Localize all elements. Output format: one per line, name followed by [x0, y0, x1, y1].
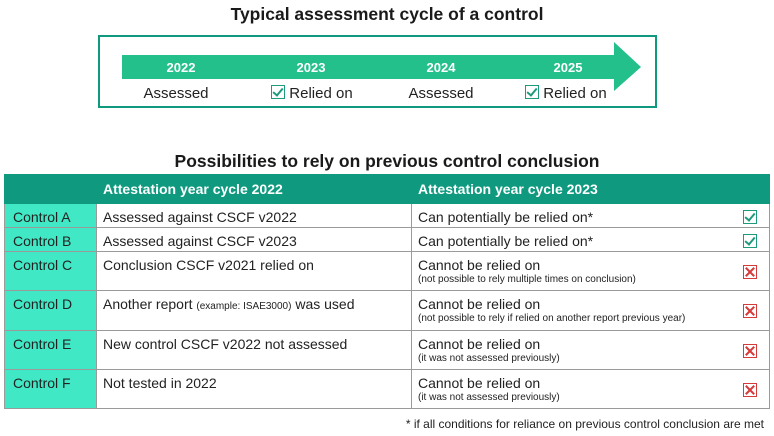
- cycle-2023-text: Can potentially be relied on*: [418, 209, 594, 225]
- year-label-2024: 2024: [426, 60, 456, 75]
- cycle-2023-note: (it was not assessed previously): [418, 392, 560, 403]
- row-control-label: Control F: [5, 370, 97, 409]
- cycle-title: Typical assessment cycle of a control: [230, 4, 544, 24]
- cross-icon: [743, 383, 757, 397]
- table-row: [5, 370, 770, 409]
- row-cycle-2023: [412, 370, 770, 409]
- table-header-row: [5, 175, 770, 204]
- row-cycle-2023: [412, 204, 770, 228]
- row-cycle-2023: [412, 331, 770, 370]
- cycle-2022-example: (example: ISAE3000): [196, 301, 292, 312]
- cross-icon: [743, 344, 757, 358]
- row-cycle-2022: [97, 228, 412, 252]
- cycle-2023-note: (not possible to rely multiple times on conclusion): [418, 274, 636, 285]
- row-cycle-2023: [412, 228, 770, 252]
- status-2024-text: Assessed: [408, 85, 474, 102]
- cycle-2023-note: (it was not assessed previously): [418, 353, 560, 364]
- checkbox-checked-icon: [271, 85, 285, 99]
- row-control-label: Control C: [5, 252, 97, 291]
- cross-icon: [743, 304, 757, 318]
- row-cycle-2022: [97, 331, 412, 370]
- status-2025: [486, 85, 646, 102]
- row-cycle-2022: [97, 370, 412, 409]
- row-cycle-2022: [97, 291, 412, 331]
- table-row: [5, 291, 770, 331]
- table-row: [5, 331, 770, 370]
- table-row: [5, 204, 770, 228]
- cycle-2023-note: (not possible to rely if relied on another report previous year): [418, 313, 686, 324]
- row-cycle-2022: [97, 204, 412, 228]
- cycle-2022-text: Not tested in 2022: [103, 375, 217, 391]
- cycle-2023-text: Can potentially be relied on*: [418, 233, 594, 249]
- status-2023-text: Relied on: [289, 85, 353, 102]
- cycle-2022-text: Assessed against CSCF v2023: [103, 233, 297, 249]
- table-row: [5, 228, 770, 252]
- check-icon: [743, 210, 757, 224]
- header-cycle-2023: Attestation year cycle 2023: [412, 175, 770, 204]
- cycle-2022-text: Assessed against CSCF v2022: [103, 209, 297, 225]
- table-title: Possibilities to rely on previous control conclusion: [174, 151, 600, 171]
- checkbox-checked-icon: [525, 85, 539, 99]
- row-cycle-2022: [97, 252, 412, 291]
- cross-icon: [743, 265, 757, 279]
- row-control-label: Control D: [5, 291, 97, 331]
- cycle-2022-text-end: was used: [291, 296, 355, 312]
- header-blank: [5, 175, 97, 204]
- cycle-2023-text: Cannot be relied on: [418, 375, 541, 391]
- reliance-table: [4, 174, 770, 409]
- status-2022-text: Assessed: [143, 85, 209, 102]
- row-control-label: Control E: [5, 331, 97, 370]
- cycle-2023-text: Cannot be relied on: [418, 257, 541, 273]
- status-2025-text: Relied on: [543, 85, 607, 102]
- row-control-label: Control A: [5, 204, 97, 228]
- cycle-2022-text: New control CSCF v2022 not assessed: [103, 336, 348, 352]
- cycle-2023-text: Cannot be relied on: [418, 296, 541, 312]
- row-control-label: Control B: [5, 228, 97, 252]
- row-cycle-2023: [412, 291, 770, 331]
- year-label-2023: 2023: [296, 60, 326, 75]
- cycle-2023-text: Cannot be relied on: [418, 336, 541, 352]
- cycle-2022-text: Another report: [103, 296, 197, 312]
- year-label-2025: 2025: [553, 60, 583, 75]
- header-cycle-2022: Attestation year cycle 2022: [97, 175, 412, 204]
- table-row: [5, 252, 770, 291]
- row-cycle-2023: [412, 252, 770, 291]
- cycle-2022-text: Conclusion CSCF v2021 relied on: [103, 257, 314, 273]
- check-icon: [743, 234, 757, 248]
- year-label-2022: 2022: [166, 60, 196, 75]
- footnote: * if all conditions for reliance on previous control conclusion are met: [405, 417, 764, 431]
